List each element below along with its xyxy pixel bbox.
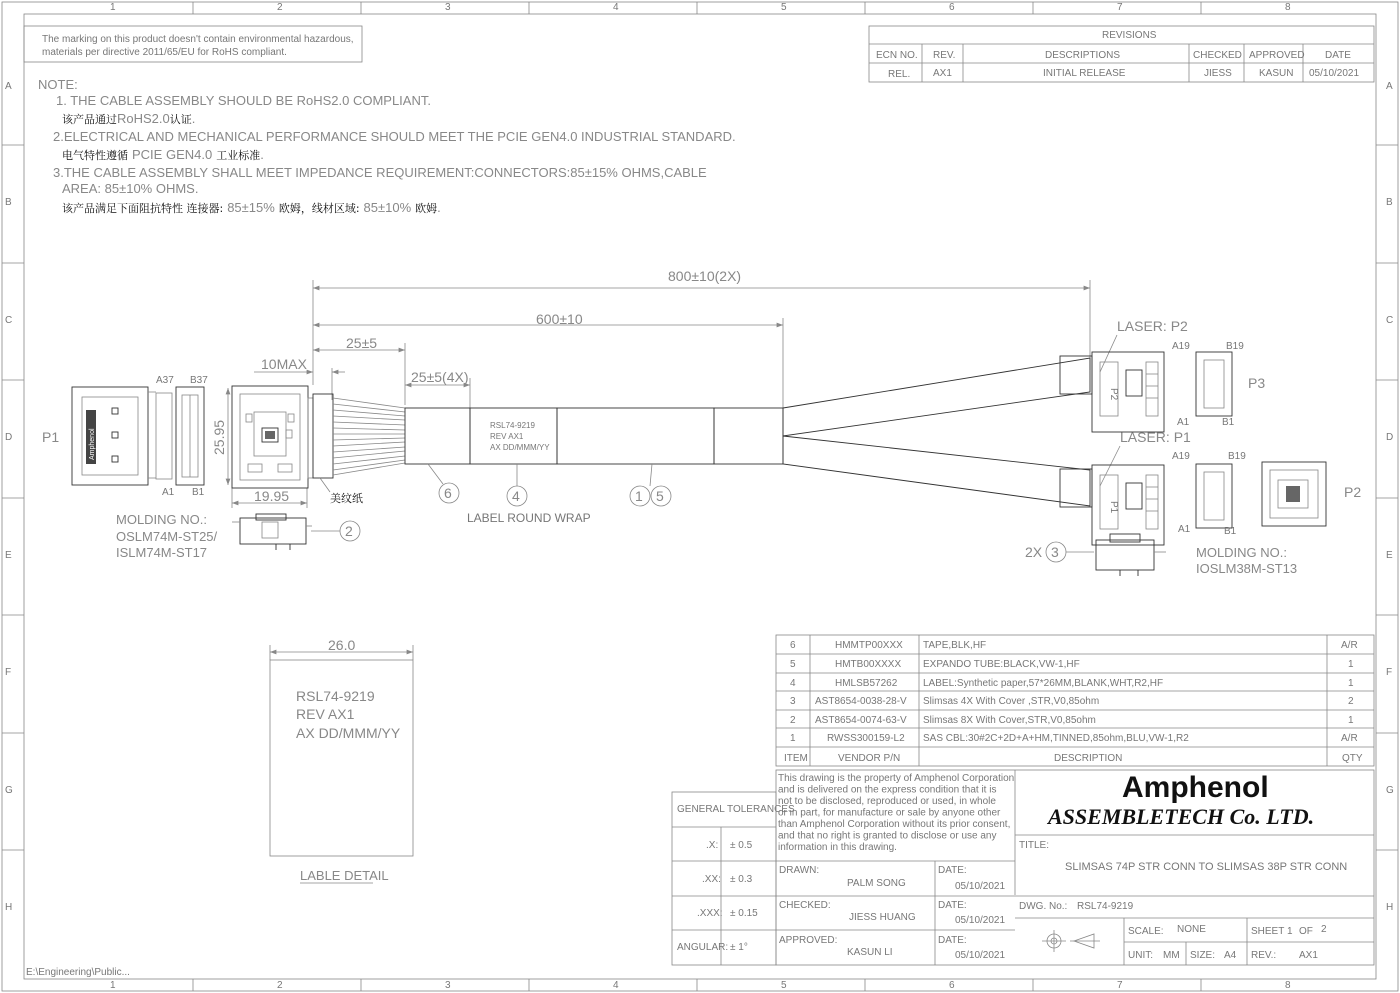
- p1-connector-side: [156, 375, 208, 498]
- checked-label: CHECKED:: [779, 900, 831, 911]
- revisions-title: REVISIONS: [1102, 30, 1157, 41]
- note-3-cn-b: 85±15%: [227, 200, 275, 215]
- pin-a1-left: A1: [162, 487, 175, 498]
- row-f: F: [5, 667, 12, 678]
- bom-item-2: 4: [790, 678, 796, 689]
- rev-h-checked: CHECKED: [1193, 50, 1242, 61]
- dim-25-95: 25.95: [211, 419, 227, 455]
- label-detail: [270, 637, 413, 883]
- col-7-b: 7: [1117, 980, 1123, 991]
- bom-qty-1: 1: [1348, 659, 1354, 670]
- balloon-5-num: 5: [656, 488, 664, 504]
- pin-a37: A37: [156, 375, 174, 386]
- scale-label: SCALE:: [1128, 926, 1164, 937]
- row-b: B: [5, 197, 12, 208]
- pin-a19-top: A19: [1172, 341, 1190, 352]
- expando-tube: [557, 408, 714, 464]
- svg-text:该产品满足下面阻抗特性 连接器:85±15%欧姆，线材区域:: [62, 200, 441, 215]
- bom-desc-0: TAPE,BLK,HF: [923, 640, 987, 651]
- item2-connector-side: [232, 514, 312, 550]
- tol-v-1: ± 0.3: [730, 874, 753, 885]
- tape-band-right: [714, 408, 783, 464]
- bom-h-pn: VENDOR P/N: [838, 753, 901, 764]
- note-2-cn-b: PCIE GEN4.0: [132, 147, 213, 162]
- title-block: [776, 770, 1374, 965]
- tolerance-block: [672, 792, 795, 965]
- row-a: A: [5, 81, 12, 92]
- dwg-number: RSL74-9219: [1077, 901, 1134, 912]
- note-3a: 3.THE CABLE ASSEMBLY SHALL MEET IMPEDANCE REQUIREMENT:CONNECTORS:85±15% OHMS,CABLE: [53, 165, 707, 180]
- company-subname: ASSEMBLETECH Co. LTD.: [1048, 804, 1315, 829]
- laser-p1: LASER: P1: [1120, 429, 1191, 445]
- tape-band-left: [405, 408, 470, 464]
- right-connector-p2: [1092, 318, 1265, 432]
- col-6: 6: [949, 2, 955, 13]
- bom-qty-4: 1: [1348, 715, 1354, 726]
- bom-h-qty: QTY: [1342, 753, 1363, 764]
- tol-v-2: ± 0.15: [730, 908, 758, 919]
- row-d-r: D: [1386, 432, 1394, 443]
- note-title: NOTE:: [38, 77, 78, 92]
- property-line-4: than Amphenol Corporation without its prior consent,: [778, 819, 1011, 830]
- molding-left-1: MOLDING NO.:: [116, 512, 208, 527]
- tol-v-0: ± 0.5: [730, 840, 753, 851]
- tol-k-1: .XX:: [702, 874, 721, 885]
- tol-k-2: .XXX:: [697, 908, 723, 919]
- rev-value: AX1: [1299, 950, 1318, 961]
- note-1: 1. THE CABLE ASSEMBLY SHOULD BE RoHS2.0 COMPLIANT.: [56, 93, 431, 108]
- note-3-cn-f: .: [437, 200, 441, 215]
- pin-b19-top: B19: [1226, 341, 1244, 352]
- dimensions: [211, 268, 1090, 508]
- right-connector-p1: [1092, 429, 1361, 545]
- branch-lower: [783, 436, 1090, 506]
- note-3-cn-a: 该产品满足下面阻抗特性 连接器:: [62, 202, 224, 215]
- pin-b1-left: B1: [192, 487, 205, 498]
- laser-p2: LASER: P2: [1117, 318, 1188, 334]
- property-line-2: not to be disclosed, reproduced or used, in whole: [778, 796, 996, 807]
- balloon-2-num: 2: [345, 523, 353, 539]
- p1-connector-overmold: [232, 386, 313, 488]
- p2-label: P2: [1344, 484, 1362, 500]
- drawn-date: 05/10/2021: [955, 881, 1006, 892]
- tol-k-0: .X:: [706, 840, 719, 851]
- dim-26: 26.0: [328, 637, 356, 653]
- row-h: H: [5, 902, 13, 913]
- approved-date-label: DATE:: [938, 935, 967, 946]
- bom-pn-0: HMMTP00XXX: [835, 640, 903, 651]
- label-detail-line-3: AX DD/MMM/YY: [296, 725, 401, 741]
- row-f-r: F: [1386, 667, 1393, 678]
- balloon-6-num: 6: [444, 485, 452, 501]
- col-1: 1: [110, 2, 116, 13]
- col-8: 8: [1285, 2, 1291, 13]
- balloons: [311, 464, 1094, 562]
- dim-19-95: 19.95: [254, 488, 290, 504]
- col-4-b: 4: [613, 980, 619, 991]
- approved-date: 05/10/2021: [955, 950, 1006, 961]
- bom-pn-2: HMLSB57262: [835, 678, 898, 689]
- bom-item-4: 2: [790, 715, 796, 726]
- molding-left-2: OSLM74M-ST25/: [116, 529, 218, 544]
- checked-date: 05/10/2021: [955, 915, 1006, 926]
- bom-item-5: 1: [790, 733, 796, 744]
- rev-checked: JIESS: [1204, 68, 1232, 79]
- note-3-cn-e: 欧姆: [415, 202, 438, 215]
- dwg-label: DWG. No.:: [1019, 901, 1068, 912]
- label-detail-line-2: REV AX1: [296, 706, 355, 722]
- property-line-6: information in this drawing.: [778, 842, 897, 853]
- dim-600: 600±10: [536, 311, 583, 327]
- bom-qty-0: A/R: [1341, 640, 1358, 651]
- notes: [38, 77, 736, 215]
- sheet-value: 1: [1287, 926, 1293, 937]
- bom-h-item: ITEM: [784, 753, 808, 764]
- row-a-r: A: [1386, 81, 1393, 92]
- note-2-cn-d: .: [260, 147, 264, 162]
- col-4: 4: [613, 2, 619, 13]
- bom-pn-5: RWSS300159-L2: [827, 733, 905, 744]
- p1-label: P1: [42, 429, 60, 445]
- row-c: C: [5, 315, 13, 326]
- balloon-3-num: 3: [1051, 544, 1059, 560]
- sheet-of-label: OF: [1299, 926, 1313, 937]
- label-round-wrap: LABEL ROUND WRAP: [467, 511, 591, 525]
- revisions-block: [869, 26, 1374, 82]
- size-value: A4: [1224, 950, 1237, 961]
- col-3: 3: [445, 2, 451, 13]
- rev-date: 05/10/2021: [1309, 68, 1360, 79]
- cable-label-line-3: AX DD/MMM/YY: [490, 443, 550, 452]
- bom-desc-3: Slimsas 4X With Cover ,STR,V0,85ohm: [923, 696, 1100, 707]
- col-6-b: 6: [949, 980, 955, 991]
- drawing-title: SLIMSAS 74P STR CONN TO SLIMSAS 38P STR CONN: [1065, 861, 1348, 873]
- p1-connector-front: [42, 387, 172, 485]
- conn-tag-p2: P2: [1108, 388, 1119, 401]
- company-name: Amphenol: [1122, 771, 1269, 804]
- label-detail-caption: LABLE DETAIL: [300, 868, 389, 883]
- item3-connector-side: [1096, 534, 1166, 576]
- zone-columns-top: [110, 2, 1291, 13]
- rev-h-rev: REV.: [933, 50, 956, 61]
- bom-pn-4: AST8654-0074-63-V: [815, 715, 907, 726]
- bom-qty-2: 1: [1348, 678, 1354, 689]
- property-line-1: and is delivered on the express condition that it is: [778, 784, 997, 796]
- rev-label: REV.:: [1251, 950, 1277, 961]
- bom-pn-3: AST8654-0038-28-V: [815, 696, 907, 707]
- col-5: 5: [781, 2, 787, 13]
- note-2-cn-a: 电气特性遵循: [62, 149, 128, 162]
- note-3-cn-c: 欧姆，线材区域:: [278, 202, 360, 215]
- col-2-b: 2: [277, 980, 283, 991]
- row-b-r: B: [1386, 197, 1393, 208]
- unit-value: MM: [1163, 950, 1180, 961]
- bom-desc-1: EXPANDO TUBE:BLACK,VW-1,HF: [923, 659, 1080, 670]
- row-g: G: [5, 785, 13, 796]
- unit-label: UNIT:: [1128, 950, 1153, 961]
- bom-desc-5: SAS CBL:30#2C+2D+A+HM,TINNED,85ohm,BLU,VW-1,R2: [923, 733, 1189, 744]
- bom-qty-5: A/R: [1341, 733, 1358, 744]
- note-1-cn-a: 该产品通过: [62, 113, 117, 126]
- size-label: SIZE:: [1190, 950, 1216, 961]
- bom-qty-3: 2: [1348, 696, 1354, 707]
- col-3-b: 3: [445, 980, 451, 991]
- file-path: E:\Engineering\Public...: [26, 967, 130, 978]
- drawn-date-label: DATE:: [938, 865, 967, 876]
- rev-ecn: REL.: [888, 69, 911, 80]
- approved-value: KASUN LI: [847, 947, 893, 958]
- bom-item-0: 6: [790, 640, 796, 651]
- row-e-r: E: [1386, 550, 1393, 561]
- col-5-b: 5: [781, 980, 787, 991]
- note-3b: AREA: 85±10% OHMS.: [62, 181, 199, 196]
- svg-text:该产品通过RoHS2.0认证.: [62, 111, 195, 126]
- row-h-r: H: [1386, 902, 1394, 913]
- bom-desc-2: LABEL:Synthetic paper,57*26MM,BLANK,WHT,R2,HF: [923, 678, 1164, 689]
- conn-tag-p1: P1: [1108, 501, 1119, 514]
- col-1-b: 1: [110, 980, 116, 991]
- note-1-cn-d: .: [191, 111, 196, 126]
- row-c-r: C: [1386, 315, 1394, 326]
- amphenol-logo-small: Amphenol: [89, 428, 96, 460]
- bom-pn-1: HMTB00XXXX: [835, 659, 902, 670]
- dim-25: 25±5: [346, 335, 378, 351]
- molding-left-3: ISLM74M-ST17: [116, 545, 208, 560]
- row-e: E: [5, 550, 12, 561]
- col-8-b: 8: [1285, 980, 1291, 991]
- dim-800: 800±10(2X): [668, 268, 742, 284]
- approved-label: APPROVED:: [779, 935, 838, 946]
- svg-text:电气特性遵循PCIE GEN4.0工业标准.: [62, 147, 264, 162]
- bom-h-desc: DESCRIPTION: [1054, 753, 1123, 764]
- projection-symbol-icon: [1042, 930, 1100, 952]
- tol-k-3: ANGULAR:: [677, 942, 729, 953]
- molding-right-2: IOSLM38M-ST13: [1196, 561, 1298, 576]
- row-g-r: G: [1386, 785, 1394, 796]
- bom-table: [776, 635, 1374, 766]
- zone-columns-bottom: [110, 980, 1291, 991]
- balloon-4-num: 4: [512, 488, 520, 504]
- cable-label-line-1: RSL74-9219: [490, 421, 535, 430]
- property-line-5: and that no right is granted to disclose or use any: [778, 830, 997, 842]
- pin-b37: B37: [190, 375, 208, 386]
- rev-h-approved: APPROVED: [1249, 50, 1305, 61]
- note-2: 2.ELECTRICAL AND MECHANICAL PERFORMANCE SHOULD MEET THE PCIE GEN4.0 INDUSTRIAL STANDARD.: [53, 129, 736, 144]
- molding-right-1: MOLDING NO.:: [1196, 545, 1288, 560]
- branch-upper: [783, 358, 1090, 436]
- note-1-cn-c: 认证: [169, 113, 192, 126]
- rev-h-desc: DESCRIPTIONS: [1045, 50, 1121, 61]
- sheet-label: SHEET: [1251, 926, 1285, 937]
- rohs-line-1: The marking on this product doesn't contain environmental hazardous,: [42, 34, 354, 45]
- pin-b19-bottom: B19: [1228, 451, 1246, 462]
- pin-a19-bottom: A19: [1172, 451, 1190, 462]
- qty-2x: 2X: [1025, 544, 1043, 560]
- property-line-0: This drawing is the property of Amphenol Corporation: [778, 773, 1015, 784]
- drawn-value: PALM SONG: [847, 878, 906, 889]
- drawn-label: DRAWN:: [779, 865, 820, 876]
- balloon-1-num: 1: [635, 488, 643, 504]
- p3-label: P3: [1248, 375, 1266, 391]
- note-1-cn-b: RoHS2.0: [117, 111, 170, 126]
- rev-h-ecn: ECN NO.: [876, 50, 918, 61]
- col-2: 2: [277, 2, 283, 13]
- rev-rev: AX1: [933, 68, 952, 79]
- rev-approved: KASUN: [1259, 68, 1294, 79]
- bom-item-1: 5: [790, 659, 796, 670]
- row-d: D: [5, 432, 13, 443]
- checked-date-label: DATE:: [938, 900, 967, 911]
- pin-b1-top: B1: [1222, 417, 1235, 428]
- note-2-cn-c: 工业标准: [216, 149, 261, 162]
- tol-title: GENERAL TOLERANCES: [677, 804, 795, 815]
- pin-b1-bottom: B1: [1224, 526, 1237, 537]
- checked-value: JIESS HUANG: [849, 912, 916, 923]
- pin-a1-bottom: A1: [1178, 524, 1191, 535]
- cable-label-line-2: REV AX1: [490, 432, 524, 441]
- masking-tape-label: 美纹纸: [330, 492, 363, 505]
- pin-a1-top: A1: [1177, 417, 1190, 428]
- scale-value: NONE: [1177, 924, 1206, 935]
- bom-desc-4: Slimsas 8X With Cover,STR,V0,85ohm: [923, 715, 1096, 726]
- property-line-3: or in part, for manufacture or sale by anyone other: [778, 807, 1001, 819]
- rev-h-date: DATE: [1325, 50, 1351, 61]
- dim-25x4: 25±5(4X): [411, 369, 469, 385]
- label-detail-line-1: RSL74-9219: [296, 688, 375, 704]
- title-label: TITLE:: [1019, 840, 1050, 851]
- dim-10max: 10MAX: [261, 356, 307, 372]
- note-3-cn-d: 85±10%: [363, 200, 412, 215]
- tol-v-3: ± 1°: [730, 942, 748, 953]
- col-7: 7: [1117, 2, 1123, 13]
- bom-item-3: 3: [790, 696, 796, 707]
- sheet-of-value: 2: [1321, 924, 1327, 935]
- masking-tape-band: [313, 394, 333, 478]
- rev-desc: INITIAL RELEASE: [1043, 68, 1126, 79]
- rohs-line-2: materials per directive 2011/65/EU for RoHS compliant.: [42, 47, 287, 58]
